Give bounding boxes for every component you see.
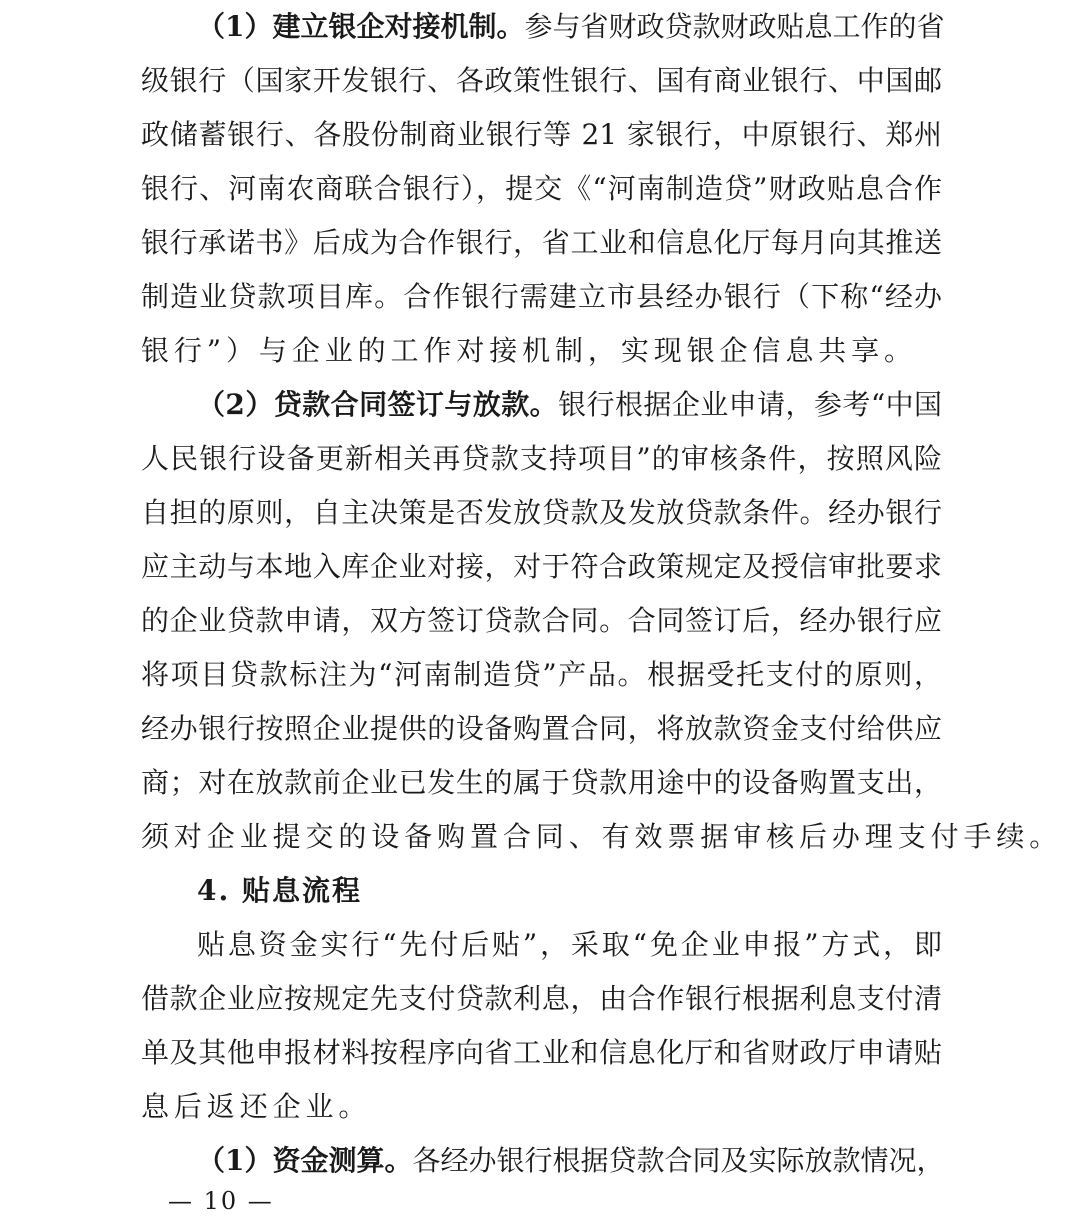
paragraph-line: 的企业贷款申请，双方签订贷款合同。合同签订后，经办银行应: [141, 604, 942, 637]
paragraph-text: 各经办银行根据贷款合同及实际放款情况，: [412, 1144, 945, 1177]
paragraph-line: 银行、河南农商联合银行），提交《“河南制造贷”财政贴息合作: [141, 172, 942, 205]
paragraph-text: 银行根据企业申请，参考“中国: [558, 388, 942, 421]
item-heading: 建立银企对接机制。: [272, 10, 525, 43]
page-number: — 10 —: [168, 1187, 274, 1215]
paragraph-text: 参与省财政贷款财政贴息工作的省: [524, 10, 945, 43]
paragraph-line: 级银行（国家开发银行、各政策性银行、国有商业银行、中国邮: [141, 64, 942, 97]
paragraph-line: 单及其他申报材料按程序向省工业和信息化厅和省财政厅申请贴: [141, 1036, 942, 1069]
paragraph-line: 政储蓄银行、各股份制商业银行等 21 家银行，中原银行、郑州: [141, 118, 942, 151]
paragraph-line: [0, 0, 945, 54]
paragraph-line: 银行承诺书》后成为合作银行，省工业和信息化厅每月向其推送: [141, 226, 942, 259]
item-heading: 资金测算。: [272, 1144, 413, 1177]
section-heading: 4. 贴息流程: [197, 874, 362, 907]
paragraph-line: 人民银行设备更新相关再贷款支持项目”的审核条件，按照风险: [141, 442, 942, 475]
paragraph-line: 商；对在放款前企业已发生的属于贷款用途中的设备购置支出，: [141, 766, 942, 799]
paragraph-line: 借款企业应按规定先支付贷款利息，由合作银行根据利息支付清: [141, 982, 942, 1015]
item-number: （2）: [197, 388, 274, 421]
item-number: （1）: [197, 10, 273, 43]
paragraph-line: [0, 378, 942, 432]
paragraph-line: 息后返还企业。: [141, 1090, 372, 1123]
paragraph-line: 将项目贷款标注为“河南制造贷”产品。根据受托支付的原则，: [141, 658, 942, 691]
paragraph-line: 银行”）与企业的工作对接机制，实现银企信息共享。: [141, 334, 917, 367]
item-number: （1）: [197, 1144, 273, 1177]
paragraph-line: 制造业贷款项目库。合作银行需建立市县经办银行（下称“经办: [141, 280, 942, 313]
paragraph-line: [0, 1134, 945, 1188]
paragraph-line: 经办银行按照企业提供的设备购置合同，将放款资金支付给供应: [141, 712, 942, 745]
item-heading: 贷款合同签订与放款。: [273, 388, 559, 421]
paragraph-line: 应主动与本地入库企业对接，对于符合政策规定及授信审批要求: [141, 550, 942, 583]
paragraph-line: 须对企业提交的设备购置合同、有效票据审核后办理支付手续。: [141, 820, 1063, 853]
paragraph-line: 贴息资金实行“先付后贴”，采取“免企业申报”方式，即: [197, 928, 942, 961]
paragraph-line: 自担的原则，自主决策是否发放贷款及发放贷款条件。经办银行: [141, 496, 942, 529]
